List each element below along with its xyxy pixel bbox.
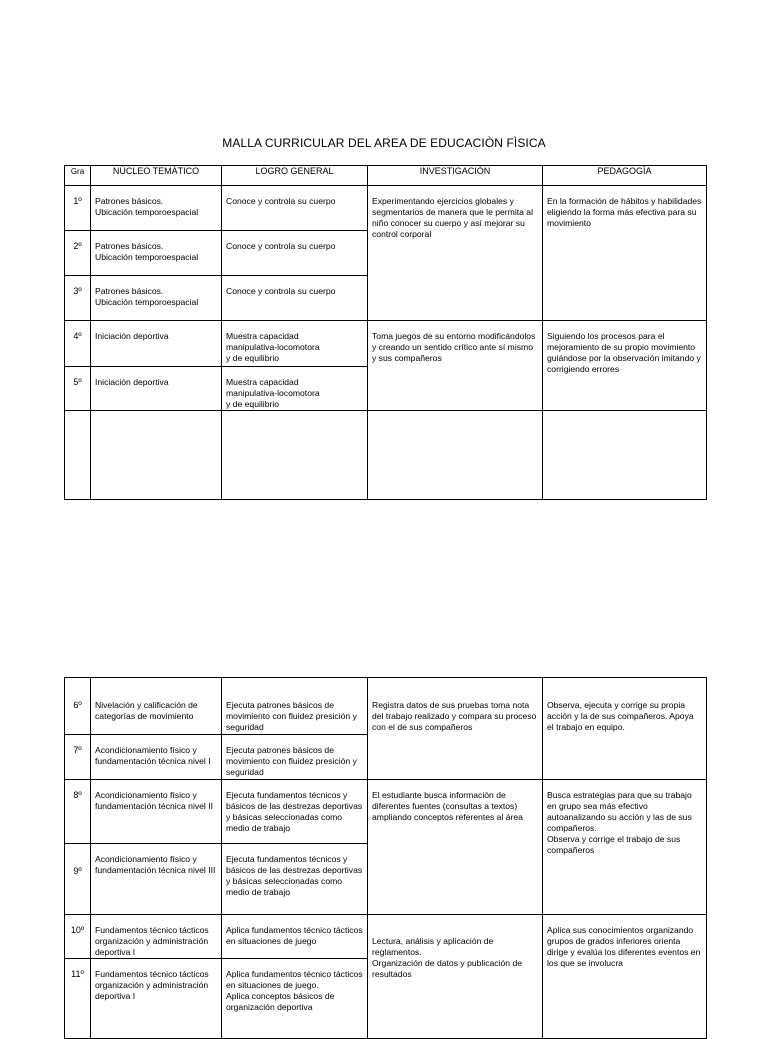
pedagogia-cell: Busca estrategias para que su trabajo en grupo sea más efectivo autoanalizando su acción y las de sus compañeros. Observa y corrige el trabajo de sus compañeros (543, 780, 707, 915)
pedagogia-cell: Observa, ejecuta y corrige su propia acción y la de sus compañeros. Apoya el trabajo en equipo. (543, 678, 707, 780)
header-grade: Gra (65, 166, 91, 186)
empty-cell (222, 411, 368, 500)
grade-cell: 9º (65, 844, 91, 915)
table-header-row (65, 166, 707, 186)
nucleo-cell: Patrones básicos. Ubicación temporoespacial (91, 186, 222, 231)
header-logro: LOGRO GENERAL (222, 166, 368, 186)
grade-cell: 6º (65, 678, 91, 735)
nucleo-cell: Fundamentos técnico tácticos organización y administración deportiva I (91, 959, 222, 1039)
nucleo-cell: Iniciación deportiva (91, 367, 222, 411)
grade-cell: 8º (65, 780, 91, 844)
grade-cell: 1º (65, 186, 91, 231)
nucleo-cell: Patrones básicos. Ubicación temporoespacial (91, 276, 222, 321)
nucleo-cell: Acondicionamiento físico y fundamentación técnica nivel III (91, 844, 222, 915)
logro-cell: Aplica fundamentos técnico tácticos en situaciones de juego (222, 915, 368, 959)
grade-cell: 7º (65, 735, 91, 780)
header-pedagogia: PEDAGOGÌA (543, 166, 707, 186)
grade-cell: 3º (65, 276, 91, 321)
logro-cell: Ejecuta fundamentos técnicos y básicos de las destrezas deportivas y básicas seleccionadas como medio de trabajo (222, 780, 368, 844)
curriculum-table-secondary (64, 677, 707, 1039)
investigacion-cell: El estudiante busca información de diferentes fuentes (consultas a textos) ampliando conceptos referentes al área (368, 780, 543, 915)
logro-cell: Muestra capacidad manipulativa-locomotora y de equilibrio (222, 321, 368, 367)
logro-cell: Conoce y controla su cuerpo (222, 231, 368, 276)
grade-cell: 4º (65, 321, 91, 367)
nucleo-cell: Iniciación deportiva (91, 321, 222, 367)
nucleo-cell: Nivelación y calificación de categorías de movimiento (91, 678, 222, 735)
logro-cell: Muestra capacidad manipulativa-locomotora y de equilibrio (222, 367, 368, 411)
pedagogia-cell: En la formación de hábitos y habilidades eligiendo la forma más efectiva para su movimiento (543, 186, 707, 321)
nucleo-cell: Fundamentos técnico tácticos organización y administración deportiva I (91, 915, 222, 959)
table-row (65, 915, 707, 959)
pedagogia-cell: Aplica sus conocimientos organizando grupos de grados inferiores orienta dirige y evalúa los diferentes eventos en los que se involucra (543, 915, 707, 1039)
empty-row (65, 411, 707, 500)
table-row (65, 186, 707, 231)
nucleo-cell: Acondicionamiento físico y fundamentación técnica nivel II (91, 780, 222, 844)
header-investigacion: INVESTIGACIÒN (368, 166, 543, 186)
logro-cell: Aplica fundamentos técnico tácticos en situaciones de juego. Aplica conceptos básicos de organización deportiva (222, 959, 368, 1039)
curriculum-table-primary (64, 165, 707, 500)
pedagogia-cell: Siguiendo los procesos para el mejoramiento de su propio movimiento guiándose por la observación imitando y corrigiendo errores (543, 321, 707, 411)
logro-cell: Conoce y controla su cuerpo (222, 186, 368, 231)
logro-cell: Ejecuta fundamentos técnicos y básicos de las destrezas deportivas y básicas seleccionadas como medio de trabajo (222, 844, 368, 915)
empty-cell (543, 411, 707, 500)
logro-cell: Conoce y controla su cuerpo (222, 276, 368, 321)
empty-cell (368, 411, 543, 500)
empty-cell (65, 411, 91, 500)
logro-cell: Ejecuta patrones básicos de movimiento con fluidez presición y seguridad (222, 678, 368, 735)
page-title: MALLA CURRICULAR DEL AREA DE EDUCACIÒN FÌSICA (222, 136, 546, 150)
investigacion-cell: Toma juegos de su entorno modificándolos y creando un sentido crítico ante sí mismo y sus compañeros (368, 321, 543, 411)
table-row (65, 678, 707, 735)
nucleo-cell: Patrones básicos. Ubicación temporoespacial (91, 231, 222, 276)
table-row (65, 321, 707, 367)
investigacion-cell: Registra datos de sus pruebas toma nota del trabajo realizado y compara su proceso con el de sus compañeros (368, 678, 543, 780)
grade-cell: 11º (65, 959, 91, 1039)
header-nucleo: NÙCLEO TEMÀTICO (91, 166, 222, 186)
empty-cell (91, 411, 222, 500)
investigacion-cell: Lectura, análisis y aplicación de reglamentos. Organización de datos y publicación de resultados (368, 915, 543, 1039)
grade-cell: 5º (65, 367, 91, 411)
grade-cell: 10º (65, 915, 91, 959)
logro-cell: Ejecuta patrones básicos de movimiento con fluidez presición y seguridad (222, 735, 368, 780)
table-row (65, 780, 707, 844)
investigacion-cell: Experimentando ejercicios globales y segmentarios de manera que le permita al niño conocer su cuerpo y así mejorar su control corporal (368, 186, 543, 321)
nucleo-cell: Acondicionamiento físico y fundamentación técnica nivel I (91, 735, 222, 780)
grade-cell: 2º (65, 231, 91, 276)
